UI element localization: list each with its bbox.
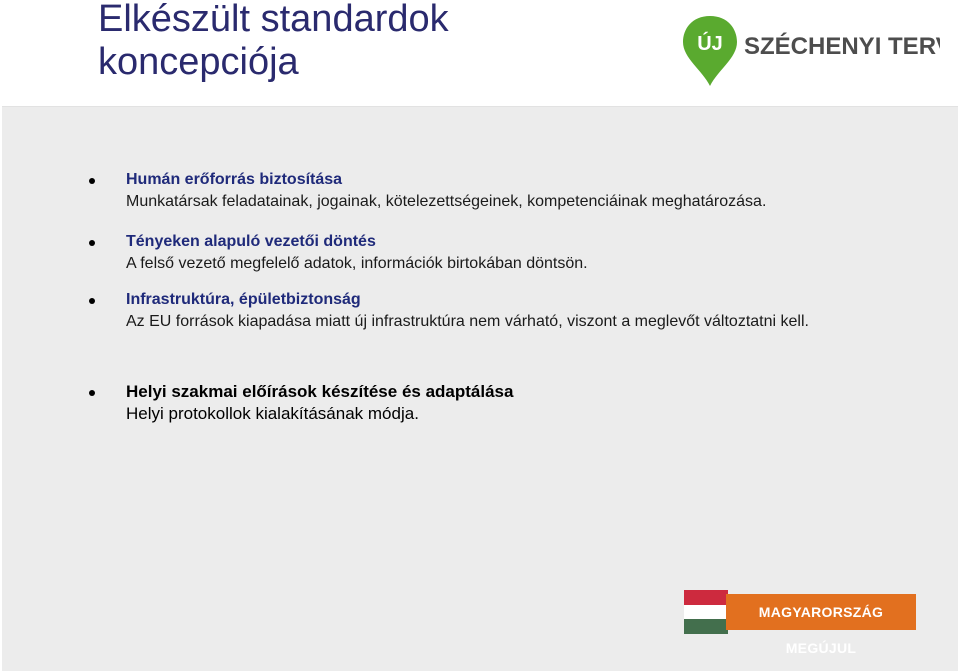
bullet-icon — [89, 240, 95, 246]
item-title: Infrastruktúra, épületbiztonság — [126, 291, 361, 308]
item-text: Az EU források kiapadása miatt új infrastruktúra nem várható, viszont a meglevőt változtatni kell. — [126, 313, 809, 330]
szechenyi-terv-logo — [680, 12, 940, 88]
item-text: A felső vezető megfelelő adatok, információk birtokában döntsön. — [126, 255, 588, 272]
item-text: Munkatársak feladatainak, jogainak, kötelezettségeinek, kompetenciáinak meghatározása. — [126, 193, 767, 210]
logo-text: SZÉCHENYI TERV — [744, 33, 940, 60]
item-title: Humán erőforrás biztosítása — [126, 171, 343, 188]
bullet-icon — [89, 298, 95, 304]
bullet-icon — [89, 390, 95, 396]
page-title: Elkészült standardok koncepciója — [98, 0, 449, 83]
bullet-icon — [89, 178, 95, 184]
logo-prefix: ÚJ — [697, 33, 723, 55]
badge-label: MAGYARORSZÁG MEGÚJUL — [726, 594, 916, 630]
item-text: Helyi protokollok kialakításának módja. — [126, 404, 419, 423]
item-title: Helyi szakmai előírások készítése és adaptálása — [126, 382, 514, 401]
magyarorszag-megujul-badge — [684, 590, 936, 656]
content-panel — [2, 106, 958, 671]
hungarian-flag-icon — [684, 590, 728, 634]
item-title: Tényeken alapuló vezetői döntés — [126, 233, 376, 250]
